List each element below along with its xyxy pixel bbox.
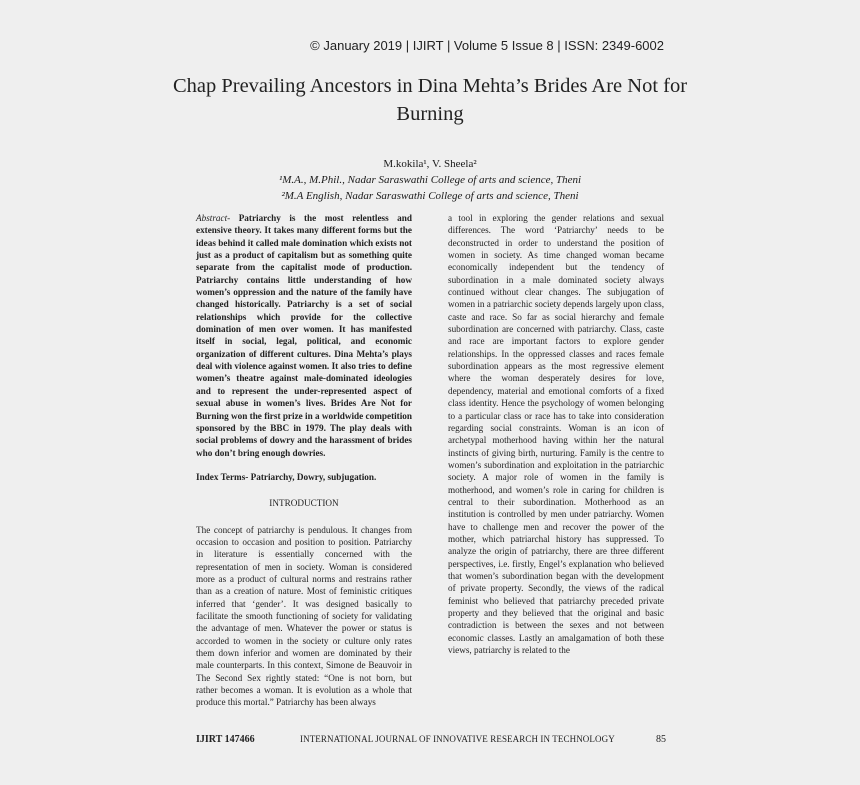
footer-paper-id: IJIRT 147466 <box>196 734 255 745</box>
left-column <box>196 212 412 709</box>
section-heading: INTRODUCTION <box>269 498 339 509</box>
intro-paragraph-left: The concept of patriarchy is pendulous. It changes from occasion to occasion and position to position. Patriarchy in literature is essentially concerned with the representation of men in society. Woman is considered more as a product of cultural norms and restrains rather than as a creation of nature. Most of feministic critiques inferred that ‘gender’. It was designed basically to facilitate the smooth functioning of society for validating the advantage of men. Whatever the power or status is accorded to women in the society or culture only rates them down inferior and women are dominated by their male counterparts. In this context, Simone de Beauvoir in The Second Sex rightly stated: “One is not born, but rather becomes a woman. It is evolution as a whole that produce this mortal.” Patriarchy has been always <box>196 524 412 708</box>
abstract-body: Patriarchy is the most relentless and extensive theory. It takes many different forms but the ideas behind it called male domination which exists not just as a product of capitalism but as something quite separate from the capitalist mode of production. Patriarchy contains little understanding of how women’s oppression and the nature of the family have changed historically. Patriarchy is a set of social relationships which provide for the collective domination of men over women. It has manifested itself in social, legal, political, and economic organization of different cultures. Dina Mehta’s plays deal with violence against women. It also tries to define women’s theatre against male-dominated ideologies and to represent the under-represented aspect of sexual abuse in women’s lives. Brides Are Not for Burning won the first prize in a worldwide competition sponsored by the BBC in 1979. The play deals with social problems of dowry and the harassment of brides who don’t bring enough dowries. <box>196 213 412 458</box>
affiliation-2: ²M.A English, Nadar Saraswathi College of arts and science, Theni <box>281 190 579 202</box>
right-column <box>448 212 664 656</box>
page-number: 85 <box>656 734 666 745</box>
abstract <box>196 212 412 459</box>
abstract-lead: Abstract- <box>196 213 231 223</box>
author-names: M.kokila¹, V. Sheela² <box>383 158 477 170</box>
footer-journal-name: INTERNATIONAL JOURNAL OF INNOVATIVE RESEARCH IN TECHNOLOGY <box>300 734 615 744</box>
author-block <box>180 156 680 204</box>
index-terms: Index Terms- Patriarchy, Dowry, subjugation. <box>196 471 377 482</box>
paper-title: Chap Prevailing Ancestors in Dina Mehta’s Brides Are Not for Burning <box>172 75 688 125</box>
journal-header: © January 2019 | IJIRT | Volume 5 Issue 8 | ISSN: 2349-6002 <box>310 38 664 53</box>
affiliation-1: ¹M.A., M.Phil., Nadar Saraswathi College of arts and science, Theni <box>278 174 582 186</box>
intro-paragraph-right: a tool in exploring the gender relations and sexual differences. The word ‘Patriarchy’ needs to be deconstructed in order to understand the position of women in society. As time changed woman became economically independent but the tendency of subordination in a male dominated society always continued without clear changes. The subjugation of women in a patriarchic society depends largely upon class, caste and race. So far as social hierarchy and female subordination are concerned with patriarchy. Class, caste and race are important factors to explore gender relationships. In the oppressed classes and races female subordination appears as the most regressive element where the woman desperately desires for love, dependency, material and emotional comforts of a fixed class identity. Hence the psychology of women belonging to a particular class or race has to take into consideration regarding social constraints. Woman is an icon of archetypal motherhood having within her the natural instincts of giving birth, nurturing. Family is the centre to women’s subordination and exploitation in the patriarchic society. A major role of women in the family is motherhood, and women’s role in caring for children is central to their subordination. Motherhood as an institution is controlled by men under patriarchy. Women have to challenge men and recover the power of the mother, which patriarchal history has suppressed. To analyze the origin of patriarchy, there are three different perspectives, i.e. firstly, Engel’s explanation who believed that women’s subordination began with the development of private property. Secondly, the views of the radical feminist who believed that patriarchy preceded private property and they believed that the original and basic contradiction is between the sexes and not between economic classes. Lastly an amalgamation of both these views, patriarchy is related to the <box>448 213 664 656</box>
